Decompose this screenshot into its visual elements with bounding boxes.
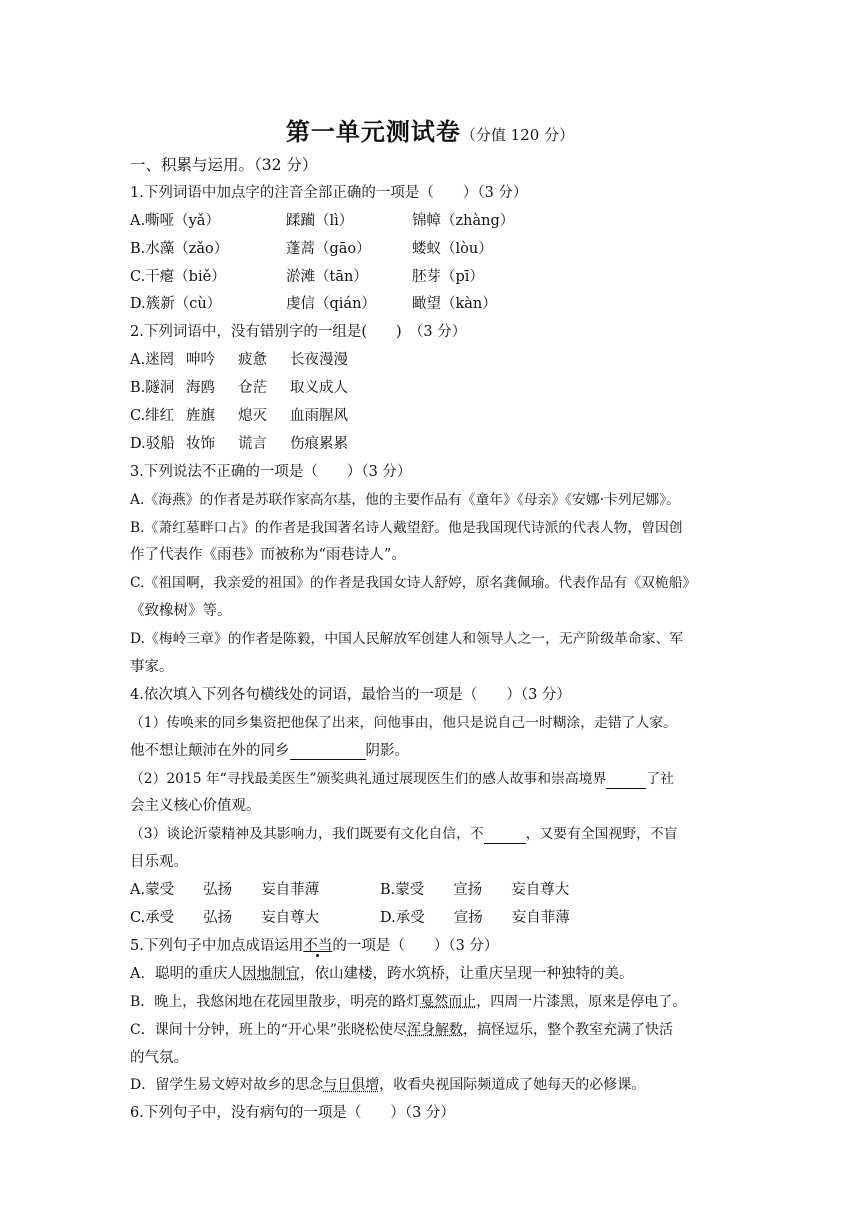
q4-sentence3-line1: （3）谈论沂蒙精神及其影响力，我们既要有文化自信，不 ，又要有全国视野，不盲 <box>130 826 678 843</box>
q2-option-c: C.绯红 旌旗 熄灭 血雨腥风 <box>130 408 348 425</box>
q1-option-b <box>130 236 730 264</box>
q1-option-d <box>130 291 730 319</box>
q1-b-word1: B.水藻（zǎo） <box>130 240 229 257</box>
q4-sentence1-line2: 他不想让颠沛在外的同乡 阴影。 <box>130 742 409 759</box>
q4-options-ab <box>130 877 730 905</box>
q4-sentence2-line1: （2）2015 年“寻找最美医生”颁奖典礼通过展现医生们的感人故事和崇高境界 了社 <box>130 770 674 787</box>
q5-stem: 5.下列句子中加点成语运用不当的一项是（ ）（3 分） <box>130 937 499 954</box>
dotted-idiom: 因地制宜 <box>241 965 300 982</box>
q3-option-b-line1: B.《萧红墓畔口占》的作者是我国著名诗人戴望舒。他是我国现代诗派的代表人物，曾因创 <box>130 519 683 536</box>
q6-stem: 6.下列句子中，没有病句的一项是（ ）（3 分） <box>130 1105 455 1122</box>
q4-option-c: C.承受 弘扬 妄自尊大 <box>130 910 320 927</box>
exam-content <box>130 152 730 1128</box>
q4-sentence3-line2: 目乐观。 <box>130 854 188 871</box>
page-title <box>0 112 860 147</box>
q1-b-word3: 蝼蚁（lòu） <box>412 240 493 257</box>
q1-a-word2: 蹂躏（lì） <box>286 212 354 229</box>
q4-sentence2-line2: 会主义核心价值观。 <box>130 798 261 815</box>
q1-c-word3: 胚芽（pī） <box>412 268 484 285</box>
q5-option-b: B．晚上，我悠闲地在花园里散步，明亮的路灯戛然而止，四周一片漆黑，原来是停电了。 <box>130 993 687 1010</box>
section-heading: 一、积累与运用。（32 分） <box>130 156 318 174</box>
q4-option-b: B.蒙受 宣扬 妄自尊大 <box>380 882 570 899</box>
dotted-idiom: 浑身解数 <box>407 1021 464 1038</box>
q1-stem: 1.下列词语中加点字的注音全部正确的一项是（ ）（3 分） <box>130 184 528 201</box>
q4-stem: 4.依次填入下列各句横线处的词语，最恰当的一项是（ ）（3 分） <box>130 686 571 703</box>
q1-d-word1: D.簇新（cù） <box>130 296 222 313</box>
title-score: （分值 120 分） <box>460 126 575 144</box>
q4-sentence1-line1: （1）传唤来的同乡集资把他保了出来，问他事由，他只是说自己一时糊涂，走错了人家。 <box>130 714 677 731</box>
dotted-idiom: 戛然而止 <box>420 993 477 1010</box>
blank-1 <box>290 741 366 760</box>
q2-option-b: B.隧洞 海鸥 仓茫 取义成人 <box>130 380 348 397</box>
q2-option-a: A.迷罔 呻吟 疲惫 长夜漫漫 <box>130 352 348 369</box>
emphasis-text: 不当 <box>303 937 333 954</box>
q1-c-word2: 淤滩（tān） <box>286 268 368 285</box>
q3-option-a: A.《海燕》的作者是苏联作家高尔基，他的主要作品有《童年》《母亲》《安娜·卡列尼娜》。 <box>130 491 680 508</box>
q3-option-d-line2: 事家。 <box>130 659 174 676</box>
q5-option-c-line1: C．课间十分钟，班上的“开心果”张晓松使尽浑身解数，搞怪逗乐，整个教室充满了快活 <box>130 1021 674 1038</box>
q3-stem: 3.下列说法不正确的一项是（ ）（3 分） <box>130 463 412 480</box>
blank-2 <box>606 770 646 789</box>
q1-b-word2: 蓬蒿（gāo） <box>286 240 371 257</box>
q5-option-a: A．聪明的重庆人因地制宜，依山建楼，跨水筑桥，让重庆呈现一种独特的美。 <box>130 965 634 982</box>
q3-option-d-line1: D.《梅岭三章》的作者是陈毅，中国人民解放军创建人和领导人之一，无产阶级革命家、军 <box>130 631 684 648</box>
blank-3 <box>484 825 526 844</box>
q1-c-word1: C.干瘪（biě） <box>130 268 226 285</box>
q2-option-d: D.驳船 妆饰 谎言 伤痕累累 <box>130 435 348 452</box>
q1-d-word2: 虔信（qián） <box>286 296 376 313</box>
q4-option-a: A.蒙受 弘扬 妄自菲薄 <box>130 882 320 899</box>
q3-option-b-line2: 作了代表作《雨巷》而被称为“雨巷诗人”。 <box>130 547 406 564</box>
q4-options-cd <box>130 905 730 933</box>
dotted-idiom: 与日俱增 <box>323 1077 380 1094</box>
q5-option-d: D．留学生易文婷对故乡的思念与日俱增，收看央视国际频道成了她每天的必修课。 <box>130 1077 646 1094</box>
q3-option-c-line1: C.《祖国啊，我亲爱的祖国》的作者是我国女诗人舒婷，原名龚佩瑜。代表作品有《双桅船》 <box>130 575 697 592</box>
q1-d-word3: 瞰望（kàn） <box>412 296 497 313</box>
q1-a-word1: A.嘶哑（yǎ） <box>130 212 220 229</box>
q2-stem: 2.下列词语中，没有错别字的一组是( ) （3 分） <box>130 324 467 341</box>
q1-a-word3: 锦幛（zhàng） <box>412 212 515 229</box>
q3-option-c-line2: 《致橡树》等。 <box>130 603 232 620</box>
q1-option-c <box>130 264 730 292</box>
q5-option-c-line2: 的气氛。 <box>130 1049 188 1066</box>
q1-option-a <box>130 208 730 236</box>
q4-option-d: D.承受 宣扬 妄自菲薄 <box>380 910 570 927</box>
title-main: 第一单元测试卷 <box>285 118 461 146</box>
